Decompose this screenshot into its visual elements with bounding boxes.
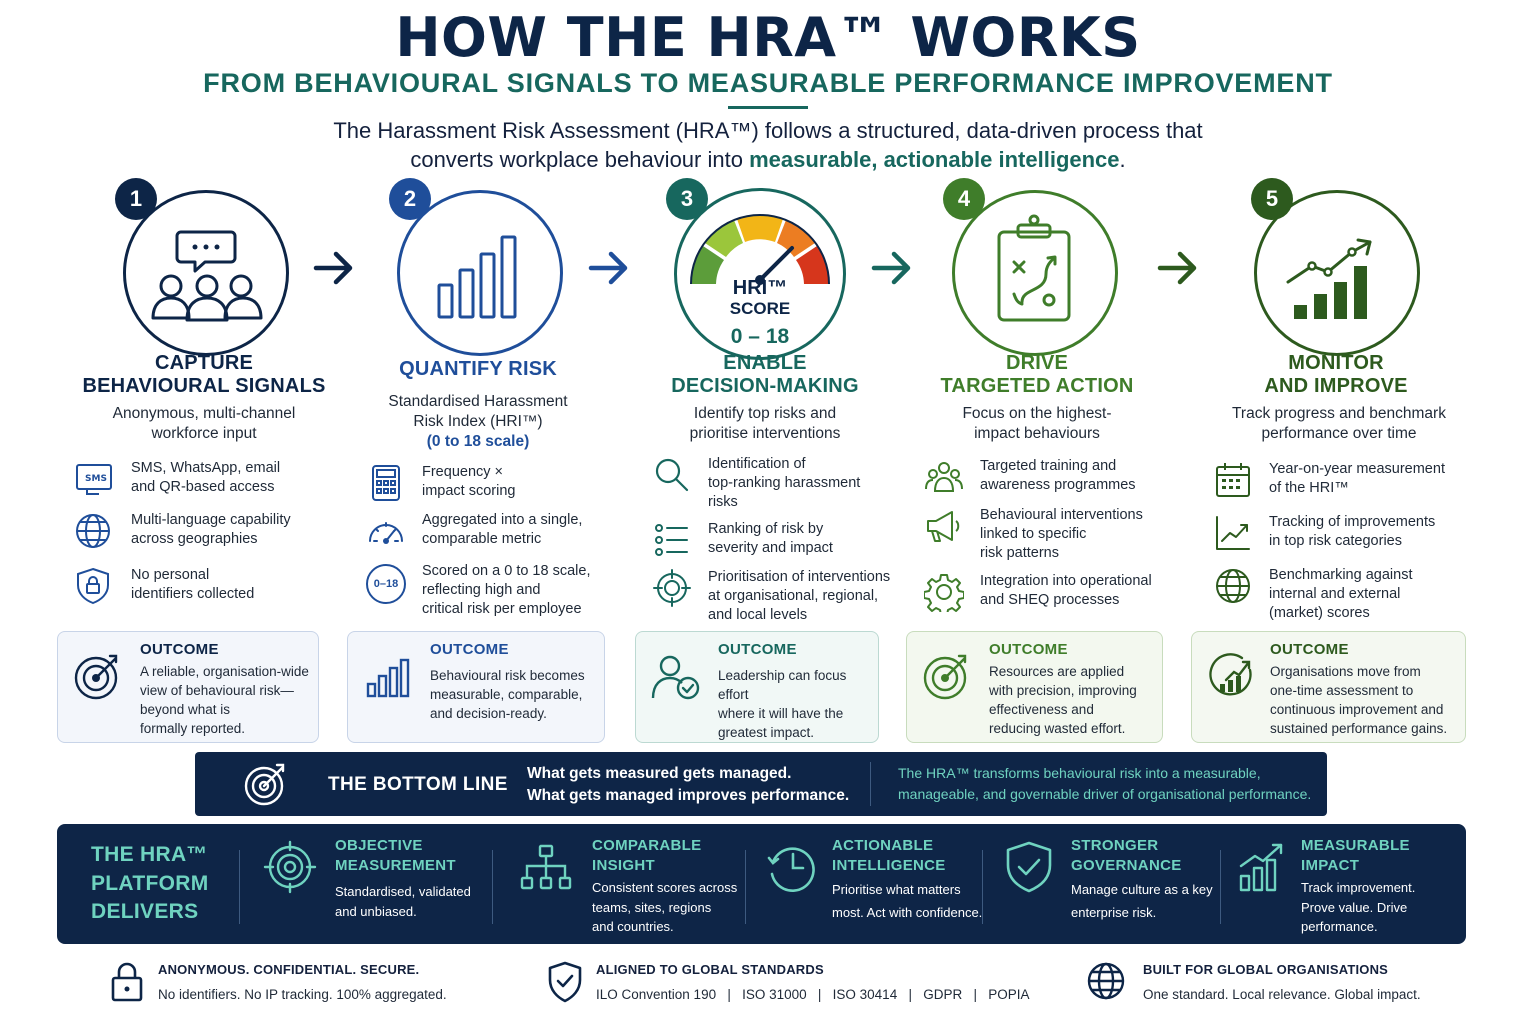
outcome-heading: OUTCOME (140, 641, 219, 658)
outcome-line: Organisations move from (1270, 664, 1421, 679)
globe-icon (1213, 566, 1253, 606)
group-icon (924, 457, 964, 497)
step-4-title (902, 352, 1172, 398)
step-5-number-badge: 5 (1251, 178, 1293, 220)
intro-highlight: measurable, actionable intelligence (749, 147, 1120, 172)
ranked-list-icon (652, 520, 692, 560)
feature-tracking (1213, 513, 1435, 553)
target-icon (243, 761, 289, 807)
feature-line: reflecting high and (422, 582, 541, 598)
feature-text (980, 457, 1136, 495)
outcome-line: Behavioural risk becomes (430, 668, 585, 683)
feature-text (422, 511, 582, 549)
feature-line: Identification of (708, 456, 806, 472)
feature-line: impact scoring (422, 483, 516, 499)
clock-icon (765, 840, 819, 894)
platform-item-text (592, 878, 737, 937)
step-5-title (1201, 352, 1471, 398)
platform-text-line: and countries. (592, 919, 674, 934)
person-check-icon (650, 650, 702, 702)
outcome-line: greatest impact. (718, 725, 815, 740)
intro-text (0, 116, 1536, 174)
feature-line: top-ranking harassment (708, 475, 861, 491)
scale-badge-text: 0–18 (373, 577, 399, 590)
feature-text (980, 506, 1143, 563)
outcome-line: where it will have the (718, 706, 844, 721)
feature-line: linked to specific (980, 526, 1087, 542)
feature-line: Integration into operational (980, 573, 1152, 589)
step-3-description (630, 404, 900, 444)
crosshair-icon (652, 568, 692, 608)
footer-heading: ANONYMOUS. CONFIDENTIAL. SECURE. (158, 962, 420, 977)
step-3-title (630, 352, 900, 398)
bottom-line-summary-2: manageable, and governable driver of organisational performance. (898, 786, 1312, 802)
outcome-text (718, 666, 878, 742)
outcome-line: formally reported. (140, 721, 246, 736)
gauge-icon (366, 511, 406, 551)
platform-item-text (832, 878, 982, 924)
step-4-desc-line-2: impact behaviours (974, 425, 1100, 442)
feature-text (422, 463, 515, 501)
platform-heading-line: COMPARABLE (592, 837, 702, 854)
platform-heading-line: IMPACT (1301, 857, 1360, 874)
feature-text (131, 511, 291, 549)
platform-text-line: Track improvement. (1301, 880, 1416, 895)
outcome-line: with precision, improving (989, 683, 1137, 698)
feature-prioritisation (652, 568, 890, 625)
bottom-line-summary (898, 763, 1311, 805)
platform-item-objective (263, 824, 493, 944)
platform-item-heading (1301, 836, 1410, 876)
feature-line: SMS, WhatsApp, email (131, 460, 281, 476)
outcome-heading: OUTCOME (430, 641, 509, 658)
padlock-icon (110, 960, 150, 1004)
outcome-line: continuous improvement and (1270, 702, 1444, 717)
divider (870, 762, 871, 806)
step-5-title-line-1: MONITOR (1288, 352, 1384, 374)
footer-text: One standard. Local relevance. Global impact. (1143, 987, 1421, 1002)
intro-line-1: The Harassment Risk Assessment (HRA™) follows a structured, data-driven process that (333, 118, 1203, 143)
bottom-line-statement-1: What gets measured gets managed. (527, 765, 792, 782)
target-icon (921, 650, 973, 702)
outcome-text (140, 662, 309, 738)
step-5-desc-line-2: performance over time (1261, 425, 1417, 442)
feature-line: identifiers collected (131, 586, 255, 602)
footer-global (1087, 960, 1487, 1010)
gear-icon (924, 572, 964, 612)
feature-line: and SHEQ processes (980, 592, 1120, 608)
feature-line: Multi-language capability (131, 512, 291, 528)
platform-item-heading (1071, 836, 1182, 876)
outcome-card-3 (635, 631, 879, 743)
feature-line: and local levels (708, 607, 808, 623)
target-icon (263, 840, 317, 894)
feature-line: critical risk per employee (422, 601, 582, 617)
outcome-line: sustained performance gains. (1270, 721, 1448, 736)
megaphone-icon (924, 506, 964, 546)
platform-item-heading (832, 836, 946, 876)
platform-heading-line: GOVERNANCE (1071, 857, 1182, 874)
bottom-line-statement (527, 763, 849, 807)
step-4-desc-line-1: Focus on the highest- (962, 405, 1112, 422)
feature-line: Scored on a 0 to 18 scale, (422, 563, 591, 579)
feature-line: severity and impact (708, 540, 833, 556)
feature-text (131, 459, 280, 497)
arrow-right-icon (312, 248, 356, 288)
bar-chart-icon (362, 650, 414, 702)
outcome-line: effectiveness and (989, 702, 1094, 717)
platform-item-text (1301, 878, 1415, 937)
feature-text (980, 572, 1152, 610)
feature-training (924, 457, 1136, 497)
outcome-card-5 (1191, 631, 1466, 743)
step-5-description (1204, 404, 1474, 444)
page-title: HOW THE HRA™ WORKS (395, 6, 1141, 69)
platform-text-line: Manage culture as a key (1071, 882, 1213, 897)
feature-line: Targeted training and (980, 458, 1117, 474)
step-3-title-line-2: DECISION-MAKING (671, 375, 859, 397)
feature-line: No personal (131, 567, 210, 583)
platform-delivers-panel (57, 824, 1466, 944)
intro-line-2 (0, 145, 1536, 174)
outcome-heading: OUTCOME (989, 641, 1068, 658)
platform-text-line: Standardised, validated (335, 884, 471, 899)
feature-text (131, 566, 254, 604)
outcome-line: one-time assessment to (1270, 683, 1414, 698)
feature-text (422, 562, 590, 619)
step-2-description (343, 392, 613, 452)
platform-text-line: Prioritise what matters (832, 882, 961, 897)
shield-check-icon (1002, 840, 1056, 894)
step-3-title-line-1: ENABLE (723, 352, 807, 374)
feature-line: Behavioural interventions (980, 507, 1143, 523)
platform-heading-line: INSIGHT (592, 857, 655, 874)
step-1-title-line-1: CAPTURE (154, 352, 254, 374)
calculator-icon (366, 463, 406, 503)
footer-standards-list: ILO Convention 190 | ISO 31000 | ISO 30414 | GDPR | POPIA (596, 987, 1030, 1002)
feature-frequency-impact (366, 463, 515, 503)
feature-line: risks (708, 494, 738, 510)
platform-item-text (1071, 878, 1213, 924)
platform-text-line: most. Act with confidence. (832, 905, 983, 920)
divider (239, 850, 240, 924)
feature-line: at organisational, regional, (708, 588, 879, 604)
feature-line: (market) scores (1269, 605, 1370, 621)
globe-icon (1087, 960, 1127, 1004)
scale-badge-icon (366, 564, 406, 604)
step-1-number-badge: 1 (115, 178, 157, 220)
step-4-title-line-1: DRIVE (1005, 352, 1069, 374)
feature-line: internal and external (1269, 586, 1401, 602)
gauge-label-hri: HRI™ (732, 277, 788, 299)
step-1-title (69, 352, 339, 398)
feature-text (708, 568, 890, 625)
outcome-card-1 (57, 631, 319, 743)
step-4-title-line-2: TARGETED ACTION (940, 375, 1134, 397)
target-icon (72, 650, 124, 702)
platform-heading-line: INTELLIGENCE (832, 857, 946, 874)
step-5-title-line-2: AND IMPROVE (1264, 375, 1408, 397)
intro-line-2-end: . (1119, 147, 1126, 172)
outcome-card-2 (347, 631, 605, 743)
divider (492, 850, 493, 924)
platform-text-line: Prove value. Drive (1301, 899, 1408, 915)
outcome-heading: OUTCOME (1270, 641, 1349, 658)
feature-interventions (924, 506, 1143, 563)
shield-check-icon (548, 960, 588, 1004)
feature-line: comparable metric (422, 531, 542, 547)
feature-text (1269, 460, 1445, 498)
outcome-line: A reliable, organisation-wide (140, 664, 309, 679)
platform-item-heading (592, 836, 701, 876)
outcome-line: Leadership can focus effort (718, 668, 847, 702)
step-2-desc-line-2: Risk Index (HRI™) (413, 413, 543, 430)
platform-title-line: THE HRA™ (91, 843, 208, 866)
feature-line: Ranking of risk by (708, 521, 824, 537)
outcome-line: reducing wasted effort. (989, 721, 1126, 736)
footer-anonymous (110, 960, 530, 1010)
feature-line: Frequency × (422, 464, 504, 480)
platform-text-line: and unbiased. (335, 903, 417, 919)
intro-line-2-text: converts workplace behaviour into (410, 147, 750, 172)
feature-line: awareness programmes (980, 477, 1136, 493)
bottom-line-summary-1: The HRA™ transforms behavioural risk into a measurable, (898, 765, 1261, 781)
feature-line: Aggregated into a single, (422, 512, 583, 528)
outcome-line: and decision-ready. (430, 706, 547, 721)
trend-chart-icon (1213, 513, 1253, 553)
feature-ranking (652, 520, 833, 560)
gauge-label-score: SCORE (729, 299, 791, 318)
feature-line: across geographies (131, 531, 258, 547)
feature-text (1269, 513, 1435, 551)
platform-text-line: performance. (1301, 919, 1378, 934)
platform-item-heading (335, 836, 456, 876)
platform-heading-line: MEASUREMENT (335, 857, 456, 874)
gauge-range: 0 – 18 (730, 325, 790, 348)
platform-heading-line: MEASURABLE (1301, 837, 1410, 854)
step-4-description (902, 404, 1172, 444)
feature-text (708, 455, 860, 512)
step-3-number-badge: 3 (666, 178, 708, 220)
feature-line: in top risk categories (1269, 533, 1402, 549)
feature-line: Prioritisation of interventions (708, 569, 891, 585)
divider (1220, 850, 1221, 924)
arrow-right-icon (1156, 248, 1200, 288)
feature-no-identifiers (75, 566, 254, 606)
feature-line: Tracking of improvements (1269, 514, 1436, 530)
platform-heading-line: STRONGER (1071, 837, 1159, 854)
platform-text-line: Consistent scores across (592, 880, 738, 895)
feature-line: risk patterns (980, 545, 1059, 561)
outcome-heading: OUTCOME (718, 641, 797, 658)
outcome-text (989, 662, 1137, 738)
feature-text (708, 520, 833, 558)
platform-text-line: teams, sites, regions (592, 899, 712, 915)
outcome-line: Resources are applied (989, 664, 1125, 679)
magnifier-icon (652, 455, 692, 495)
platform-heading-line: ACTIONABLE (832, 837, 934, 854)
outcome-line: beyond what is (140, 702, 231, 717)
step-4-number-badge: 4 (943, 178, 985, 220)
bottom-line-banner (195, 752, 1327, 816)
step-1-desc-line-1: Anonymous, multi-channel (112, 405, 296, 422)
platform-title-line: DELIVERS (91, 900, 199, 923)
outcome-line: view of behavioural risk— (140, 683, 294, 698)
sms-device-icon (75, 459, 115, 499)
arrow-right-icon (587, 248, 631, 288)
platform-heading-line: OBJECTIVE (335, 837, 423, 854)
platform-item-comparable (519, 824, 759, 944)
footer-standards (548, 960, 1048, 1010)
platform-item-impact (1237, 824, 1457, 944)
feature-aggregated (366, 511, 582, 551)
shield-lock-icon (75, 566, 115, 606)
bottom-line-label: THE BOTTOM LINE (328, 774, 508, 795)
feature-sms-access (75, 459, 280, 499)
feature-scale-scoring (366, 562, 590, 619)
feature-identification (652, 455, 860, 512)
feature-line: and QR-based access (131, 479, 275, 495)
feature-integration (924, 572, 1152, 612)
footer-text: No identifiers. No IP tracking. 100% aggregated. (158, 987, 447, 1002)
feature-text (1269, 566, 1412, 623)
growth-circle-icon (1206, 650, 1258, 702)
feature-line: of the HRI™ (1269, 480, 1349, 496)
platform-item-governance (1002, 824, 1222, 944)
platform-text-line: enterprise risk. (1071, 905, 1157, 920)
outcome-text (430, 666, 585, 723)
svg-text:SMS: SMS (85, 474, 107, 484)
platform-title (91, 841, 209, 927)
platform-item-text (335, 882, 471, 921)
feature-benchmarking (1213, 566, 1412, 623)
step-1-description (69, 404, 339, 444)
hierarchy-icon (519, 840, 573, 894)
page-subtitle: FROM BEHAVIOURAL SIGNALS TO MEASURABLE PERFORMANCE IMPROVEMENT (203, 68, 1333, 98)
footer-heading: BUILT FOR GLOBAL ORGANISATIONS (1143, 962, 1389, 977)
step-2-title: QUANTIFY RISK (399, 358, 557, 380)
platform-title-line: PLATFORM (91, 871, 209, 895)
growth-chart-icon (1237, 840, 1291, 894)
arrow-right-icon (870, 248, 914, 288)
feature-multi-language (75, 511, 291, 551)
platform-item-actionable (765, 824, 1005, 944)
feature-line: Benchmarking against (1269, 567, 1413, 583)
globe-icon (75, 511, 115, 551)
outcome-text (1270, 662, 1447, 738)
title-divider (728, 106, 808, 109)
feature-year-on-year (1213, 460, 1445, 500)
step-1-desc-line-2: workforce input (151, 425, 257, 442)
outcome-line: measurable, comparable, (430, 687, 583, 702)
step-2-desc-scale: (0 to 18 scale) (426, 433, 530, 450)
feature-line: Year-on-year measurement (1269, 461, 1445, 477)
divider (982, 850, 983, 924)
divider (745, 850, 746, 924)
footer-heading: ALIGNED TO GLOBAL STANDARDS (596, 962, 824, 977)
step-3-desc-line-1: Identify top risks and (693, 405, 837, 422)
step-3-desc-line-2: prioritise interventions (689, 425, 841, 442)
step-2-number-badge: 2 (389, 178, 431, 220)
bottom-line-statement-2: What gets managed improves performance. (527, 787, 850, 804)
step-1-title-line-2: BEHAVIOURAL SIGNALS (82, 375, 326, 397)
step-5-desc-line-1: Track progress and benchmark (1232, 405, 1446, 422)
calendar-icon (1213, 460, 1253, 500)
step-2-desc-line-1: Standardised Harassment (388, 393, 568, 410)
outcome-card-4 (906, 631, 1163, 743)
